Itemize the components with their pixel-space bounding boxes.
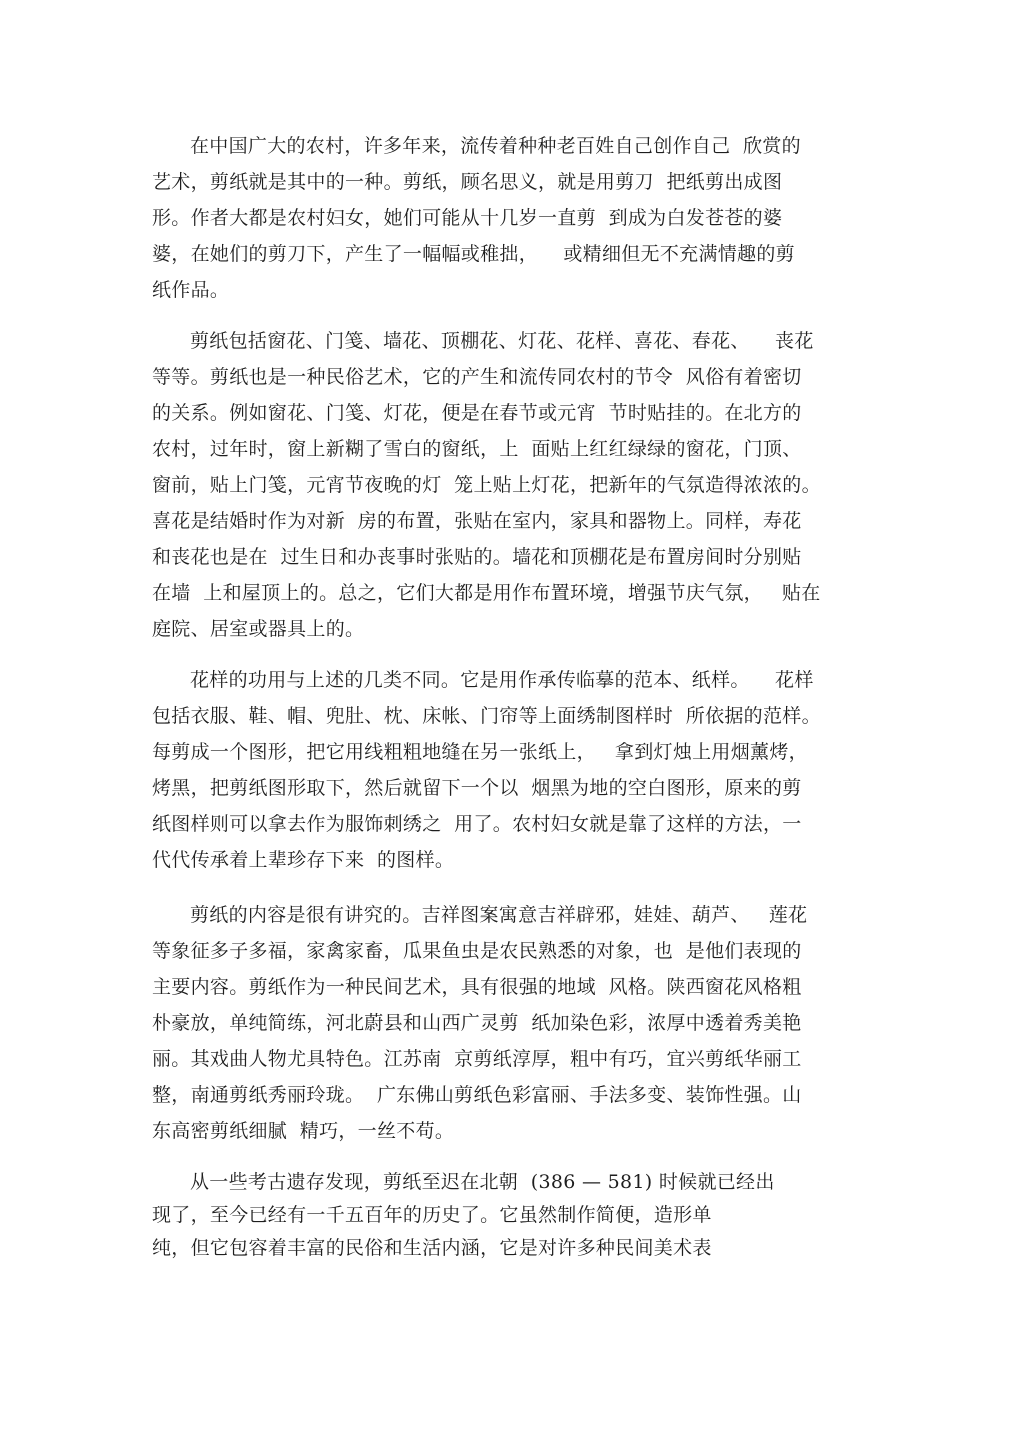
paragraph-4 (152, 897, 852, 1149)
text-line: 代代传承着上辈珍存下来 的图样。 (152, 849, 455, 871)
text-line: 形。作者大都是农村妇女，她们可能从十几岁一直剪 到成为白发苍苍的婆 (152, 207, 783, 229)
paragraph-5 (152, 1166, 852, 1265)
text-line: 剪纸包括窗花、门笺、墙花、顶棚花、灯花、花样、喜花、春花、 丧花 (190, 330, 814, 352)
text-line: 纸图样则可以拿去作为服饰刺绣之 用了。农村妇女就是靠了这样的方法，一 (152, 813, 802, 835)
text-line: 纯，但它包容着丰富的民俗和生活内涵，它是对许多种民间美术表 (152, 1237, 712, 1259)
text-line: 在墙 上和屋顶上的。总之，它们大都是用作布置环境，增强节庆气氛， 贴在 (152, 582, 821, 604)
text-line: 整，南通剪纸秀丽玲珑。 广东佛山剪纸色彩富丽、手法多变、装饰性强。山 (152, 1084, 802, 1106)
text-line: 窗前，贴上门笺，元宵节夜晚的灯 笼上贴上灯花，把新年的气氛造得浓浓的。 (152, 474, 821, 496)
text-line: 每剪成一个图形，把它用线粗粗地缝在另一张纸上， 拿到灯烛上用烟薰烤， (152, 741, 808, 763)
text-line: 现了，至今已经有一千五百年的历史了。它虽然制作简便，造形单 (152, 1204, 712, 1226)
text-line: 包括衣服、鞋、帽、兜肚、枕、床帐、门帘等上面绣制图样时 所依据的范样。 (152, 705, 821, 727)
text-line: 等象征多子多福，家禽家畜，瓜果鱼虫是农民熟悉的对象，也 是他们表现的 (152, 940, 802, 962)
text-line: 朴豪放，单纯简练，河北蔚县和山西广灵剪 纸加染色彩，浓厚中透着秀美艳 (152, 1012, 802, 1034)
text-line: 和丧花也是在 过生日和办丧事时张贴的。墙花和顶棚花是布置房间时分别贴 (152, 546, 802, 568)
text-line: 在中国广大的农村，许多年来，流传着种种老百姓自己创作自己 欣赏的 (190, 135, 801, 157)
text-line: 的关系。例如窗花、门笺、灯花，便是在春节或元宵 节时贴挂的。在北方的 (152, 402, 802, 424)
text-line: 婆，在她们的剪刀下，产生了一幅幅或稚拙， 或精细但无不充满情趣的剪 (152, 243, 795, 265)
text-line: 丽。其戏曲人物尤具特色。江苏南 京剪纸淳厚，粗中有巧，宜兴剪纸华丽工 (152, 1048, 802, 1070)
text-line: 等等。剪纸也是一种民俗艺术，它的产生和流传同农村的节令 风俗有着密切 (152, 366, 802, 388)
text-line: 从一些考古遗存发现，剪纸至迟在北朝 (386 — 581) 时候就已经出 (190, 1171, 775, 1193)
text-line: 花样的功用与上述的几类不同。它是用作承传临摹的范本、纸样。 花样 (190, 669, 814, 691)
paragraph-3 (152, 662, 852, 878)
text-line: 喜花是结婚时作为对新 房的布置，张贴在室内，家具和器物上。同样，寿花 (152, 510, 802, 532)
text-line: 东高密剪纸细腻 精巧，一丝不苟。 (152, 1120, 455, 1142)
text-line: 农村，过年时，窗上新糊了雪白的窗纸，上 面贴上红红绿绿的窗花，门顶、 (152, 438, 802, 460)
text-line: 主要内容。剪纸作为一种民间艺术，具有很强的地域 风格。陕西窗花风格粗 (152, 976, 802, 998)
paragraph-1 (152, 128, 852, 308)
paragraph-2 (152, 323, 852, 647)
text-line: 剪纸的内容是很有讲究的。吉祥图案寓意吉祥辟邪，娃娃、葫芦、 莲花 (190, 904, 808, 926)
text-line: 烤黑，把剪纸图形取下，然后就留下一个以 烟黑为地的空白图形，原来的剪 (152, 777, 802, 799)
text-line: 艺术，剪纸就是其中的一种。剪纸，顾名思义，就是用剪刀 把纸剪出成图 (152, 171, 783, 193)
text-line: 庭院、居室或器具上的。 (152, 618, 365, 640)
text-line: 纸作品。 (152, 279, 230, 301)
